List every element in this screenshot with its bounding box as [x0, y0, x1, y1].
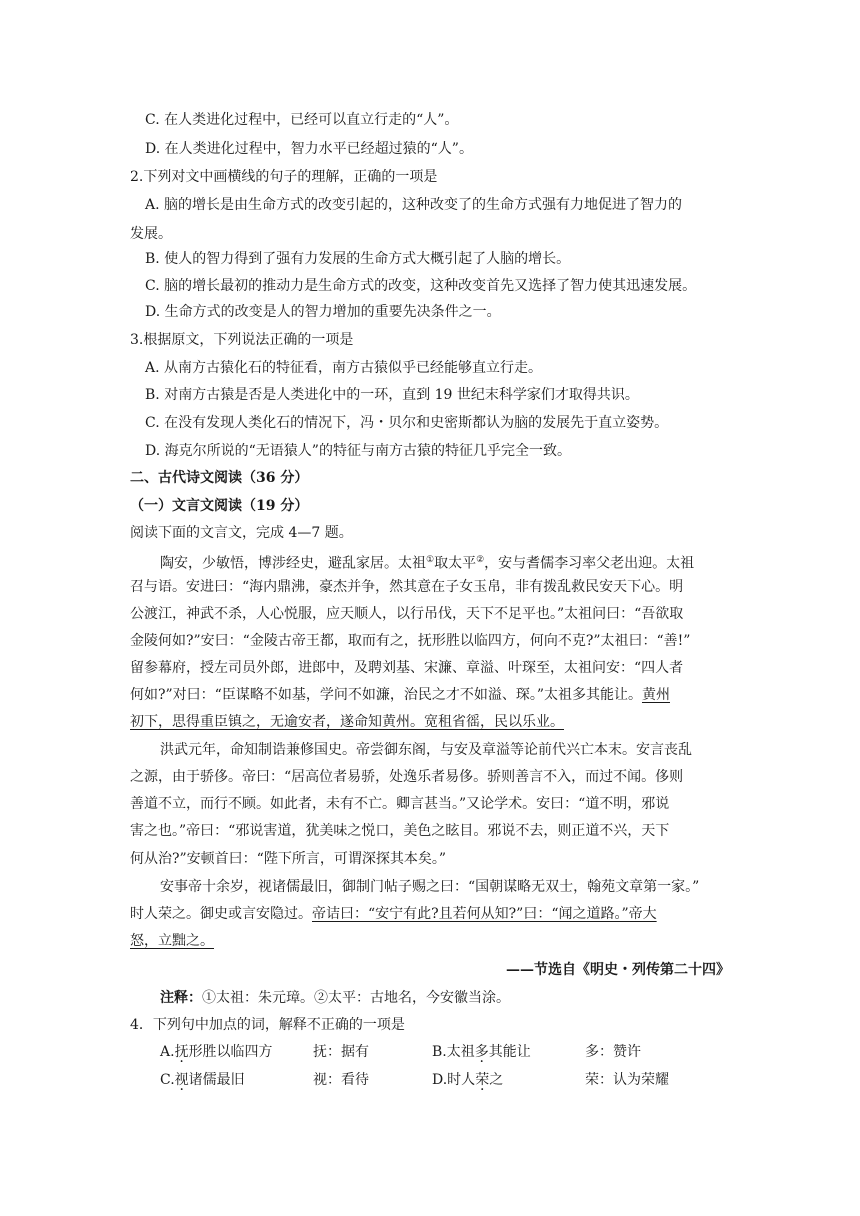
passage-text: 取太平 [434, 555, 477, 572]
passage-p1-line6 [130, 685, 730, 705]
passage-p2-line5: 何从治?”安顿首曰：“陛下所言，可谓深探其本矣。” [130, 851, 446, 867]
q2-option-d: D. 生命方式的改变是人的智力增加的重要先决条件之一。 [145, 304, 501, 320]
passage-p1-line4: 金陵何如?”安曰：“金陵古帝王都，取而有之，抚形胜以临四方，何向不克?”太祖曰：“善!” [130, 633, 691, 649]
footnote [160, 988, 760, 1008]
option-text: 形胜以临四方 [188, 1044, 273, 1060]
option-text: 之 [489, 1072, 504, 1088]
underlined-sentence: 初下，思得重臣镇之，无逾安者，遂命知黄州。宽租省徭，民以乐业。 [130, 714, 564, 730]
q1-option-c: C. 在人类进化过程中，已经可以直立行走的“人”。 [145, 112, 459, 128]
section-heading: 二、古代诗文阅读（36 分） [130, 470, 309, 486]
option-text: 诸儒最旧 [188, 1072, 245, 1088]
subsection-heading: （一）文言文阅读（19 分） [130, 498, 309, 514]
q3-option-c: C. 在没有发现人类化石的情况下，冯・贝尔和史密斯都认为脑的发展先于直立姿势。 [145, 415, 669, 431]
option-letter: A. [160, 1044, 175, 1060]
q4-stem: 4．下列句中加点的词，解释不正确的一项是 [130, 1017, 405, 1033]
option-letter: B.太祖 [432, 1044, 475, 1060]
q2-option-a-cont: 发展。 [130, 226, 172, 242]
footnote-text: ①太祖：朱元璋。②太平：古地名，今安徽当涂。 [202, 990, 510, 1006]
q3-option-b: B. 对南方古猿是否是人类进化中的一环，直到 19 世纪末科学家们才取得共识。 [145, 387, 639, 403]
q2-option-b: B. 使人的智力得到了强有力发展的生命方式大概引起了人脑的增长。 [145, 251, 571, 267]
passage-p2-line4: 害之也。”帝曰：“邪说害道，犹美味之悦口，美色之眩目。邪说不去，则正道不兴，天下 [130, 823, 670, 839]
passage-p3-line2 [130, 904, 730, 924]
q2-option-c: C. 脑的增长最初的推动力是生命方式的改变，这种改变首先又选择了智力使其迅速发展。 [145, 278, 697, 294]
passage-p1-line2: 召与语。安进曰：“海内鼎沸，豪杰并争，然其意在子女玉帛，非有拨乱救民安天下心。明 [130, 579, 684, 595]
passage-p2-line2: 之源，由于骄侈。帝曰：“居高位者易骄，处逸乐者易侈。骄则善言不入，而过不闻。侈则 [130, 769, 684, 785]
q3-stem: 3.根据原文，下列说法正确的一项是 [130, 332, 354, 348]
passage-text: ，安与耆儒李习率父老出迎。太祖 [484, 555, 695, 572]
passage-text: 何如?”对曰：“臣谋略不如基，学问不如濂，治民之才不如溢、琛。”太祖多其能让。 [130, 687, 642, 703]
q4-gloss-d: 荣：认为荣耀 [585, 1072, 669, 1088]
q4-gloss-b: 多：赞许 [585, 1044, 641, 1060]
q2-stem: 2.下列对文中画横线的句子的理解，正确的一项是 [130, 169, 438, 185]
q4-gloss-a: 抚：据有 [313, 1044, 369, 1060]
footnote-ref: ② [476, 555, 485, 565]
passage-p3-line1: 安事帝十余岁，视诸儒最旧，御制门帖子赐之曰：“国朝谋略无双士，翰苑文章第一家。” [160, 879, 700, 895]
passage-p1-line1 [160, 550, 760, 574]
passage-text: 陶安，少敏悟，博涉经史，避乱家居。太祖 [160, 555, 426, 572]
option-letter: C. [160, 1072, 175, 1088]
underlined-sentence: 黄州 [641, 687, 670, 703]
option-text: 其能让 [488, 1044, 531, 1060]
underlined-sentence: 怒，立黜之。 [130, 933, 214, 949]
q3-option-a: A. 从南方古猿化石的特征看，南方古猿似乎已经能够直立行走。 [145, 360, 543, 376]
dotted-word: 视 [174, 1072, 189, 1088]
dotted-word: 抚 [174, 1044, 189, 1060]
passage-text: 时人荣之。御史或言安隐过。 [130, 906, 312, 922]
q1-option-d: D. 在人类进化过程中，智力水平已经超过猿的“人”。 [145, 141, 473, 157]
passage-p2-line3: 善道不立，而行不顾。如此者，未有不亡。卿言甚当。”又论学术。安曰：“道不明，邪说 [130, 796, 670, 812]
underlined-sentence: 帝诘曰：“安宁有此?且若何从知?”曰：“闻之道路。”帝大 [312, 906, 657, 922]
instruction: 阅读下面的文言文，完成 4—7 题。 [130, 525, 353, 541]
q3-option-d: D. 海克尔所说的“无语猿人”的特征与南方古猿的特征几乎完全一致。 [145, 443, 571, 459]
passage-p2-line1: 洪武元年，命知制诰兼修国史。帝尝御东阁，与安及章溢等论前代兴亡本末。安言丧乱 [160, 742, 692, 758]
passage-p1-line5: 留参幕府，授左司员外郎，进郎中，及聘刘基、宋濂、章溢、叶琛至，太祖问安：“四人者 [130, 660, 684, 676]
source-citation: ——节选自《明史・列传第二十四》 [506, 962, 730, 978]
q2-option-a: A. 脑的增长是由生命方式的改变引起的，这种改变了的生命方式强有力地促进了智力的 [145, 197, 683, 213]
option-letter: D.时人 [432, 1072, 476, 1088]
dotted-word: 多 [474, 1044, 489, 1060]
passage-p1-line3: 公渡江，神武不杀，人心悦服，应天顺人，以行吊伐，天下不足平也。”太祖问曰：“吾欲取 [130, 606, 684, 622]
q4-gloss-c: 视：看待 [313, 1072, 369, 1088]
footnote-ref: ① [426, 555, 435, 565]
dotted-word: 荣 [475, 1072, 490, 1088]
footnote-label: 注释： [160, 990, 202, 1006]
